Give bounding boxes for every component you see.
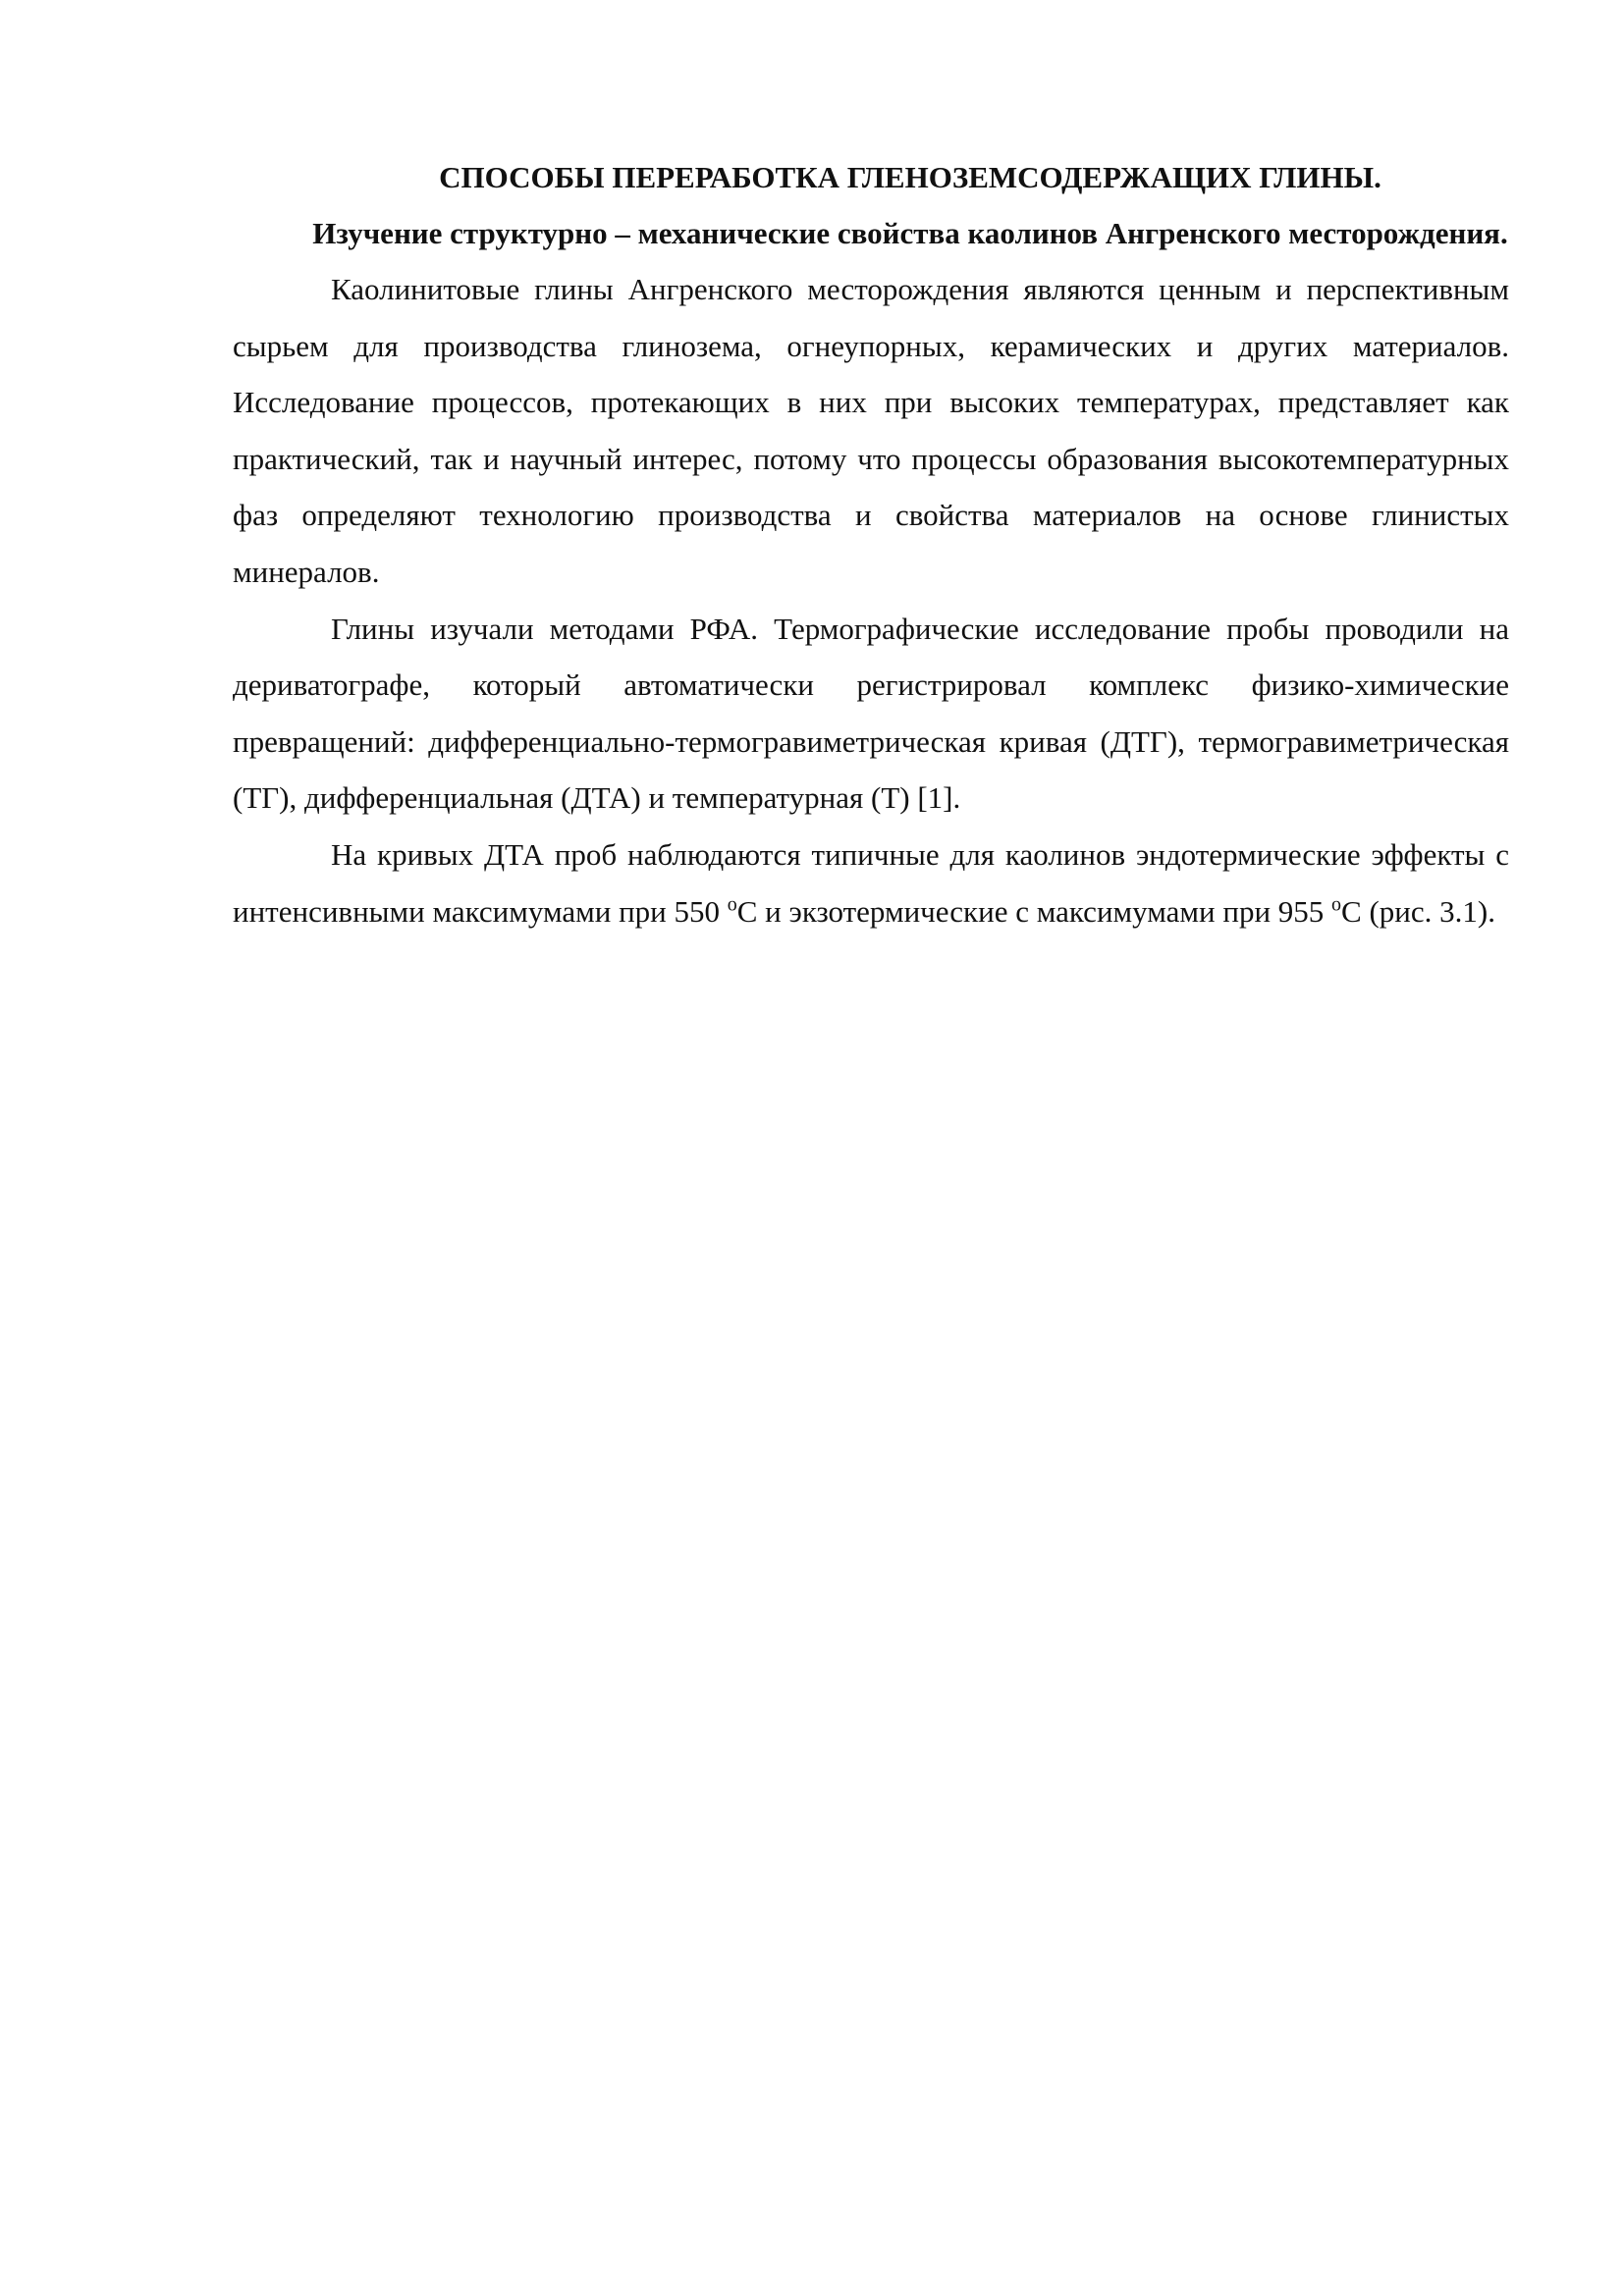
degree-superscript-1: o <box>727 893 737 916</box>
document-body <box>233 149 1509 939</box>
document-title: СПОСОБЫ ПЕРЕРАБОТКА ГЛЕНОЗЕМСОДЕРЖАЩИХ ГЛИНЫ. <box>439 160 1381 194</box>
paragraph-methods: Глины изучали методами РФА. Термографические исследование пробы проводили на дериватографе, который автоматически регистрировал комплекс физико-химические превращений: дифференциально-термогравиметрическая кривая (ДТГ), термогравиметрическая (ТГ), дифференциальная (ДТА) и температурная (Т) [1]. <box>233 611 1509 816</box>
paragraph-kaolinite-clays: Каолинитовые глины Ангренского месторождения являются ценным и перспективным сырьем для производства глинозема, огнеупорных, керамических и других материалов. Исследование процессов, протекающих в них при высоких температурах, представляет как практический, так и научный интерес, потому что процессы образования высокотемпературных фаз определяют технологию производства и свойства материалов на основе глинистых минералов. <box>233 272 1509 589</box>
document-subtitle: Изучение структурно – механические свойства каолинов Ангренского месторождения. <box>312 216 1508 250</box>
paragraph-text-part-1: На кривых ДТА проб наблюдаются типичные для каолинов эндотермические эффекты с интенсивными максимумами при 550 <box>233 836 1509 929</box>
paragraph-text-part-3: С (рис. 3.1). <box>1341 893 1495 929</box>
paragraph-text-part-2: С и экзотермические с максимумами при 955 <box>736 893 1332 929</box>
degree-superscript-2: o <box>1331 893 1342 916</box>
paragraph-dta-curves <box>233 827 1509 939</box>
